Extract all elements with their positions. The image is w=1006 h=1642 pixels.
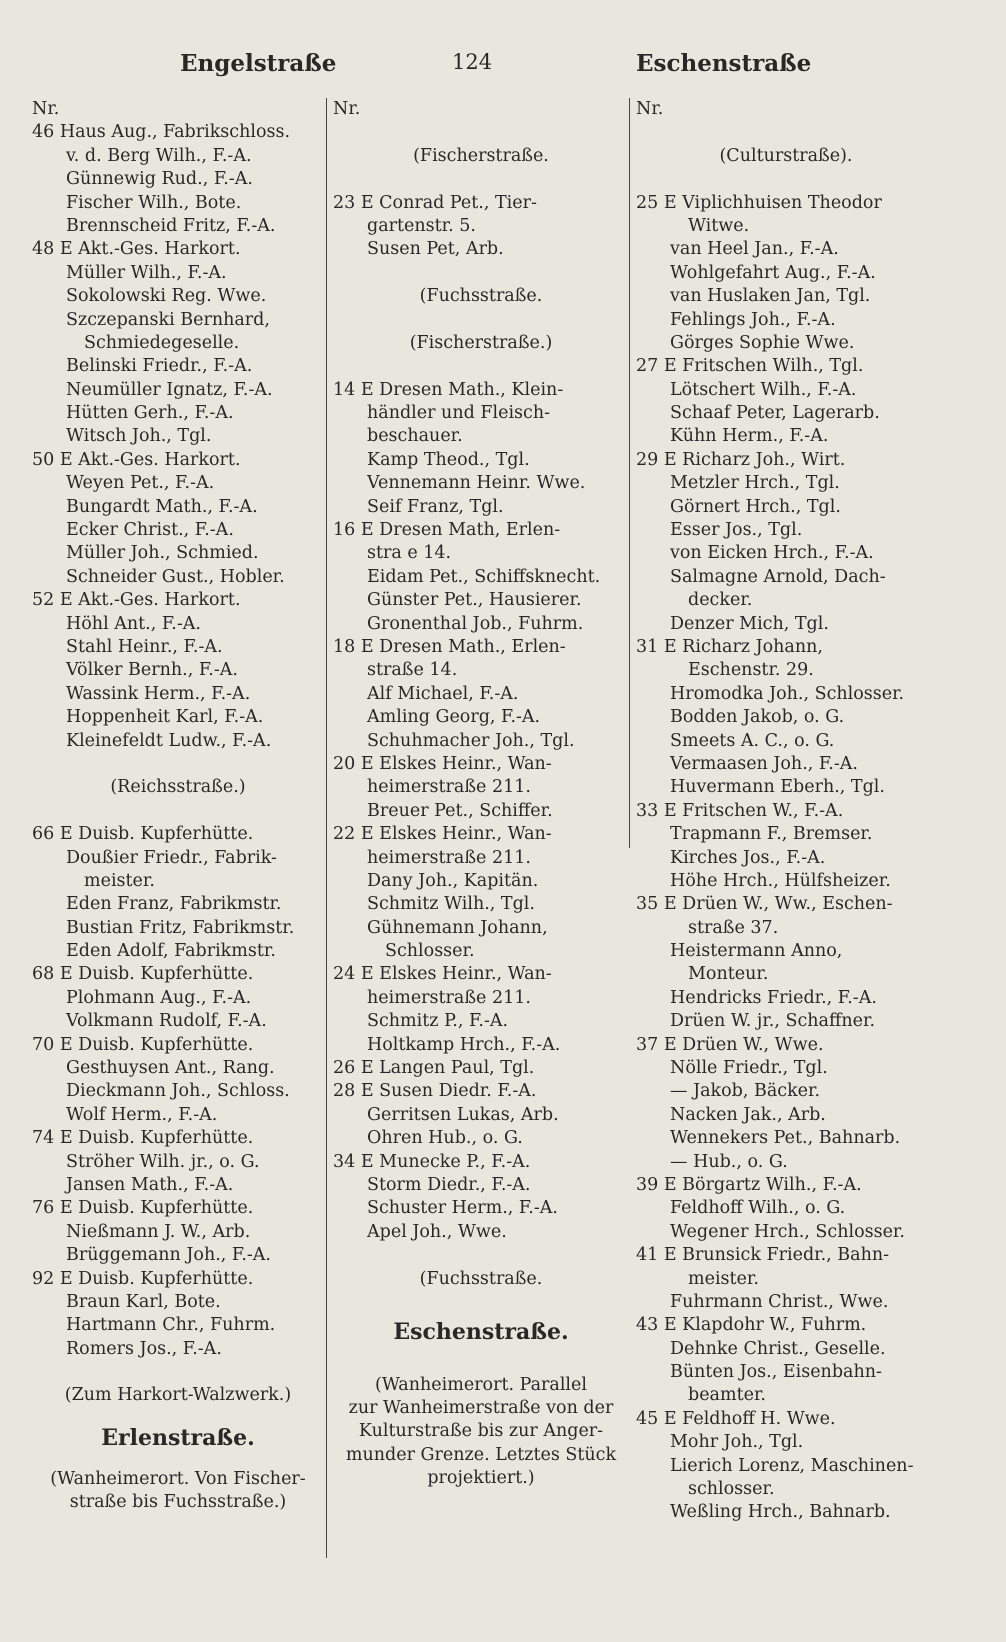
resident-entry: straße 14.: [367, 660, 458, 681]
resident-entry: Volkmann Rudolf, F.-A.: [66, 1011, 267, 1032]
continuation-line: Monteur.: [688, 964, 769, 985]
resident-entry: Höhl Ant., F.-A.: [66, 613, 201, 634]
house-number-entry: 76 E Duisb. Kupferhütte.: [32, 1198, 254, 1219]
house-number-entry: 18 E Dresen Math., Erlen-: [333, 636, 566, 657]
resident-entry: Stahl Heinr., F.-A.: [66, 636, 223, 657]
house-number-entry: 16 E Dresen Math, Erlen-: [333, 520, 561, 541]
column-3: [636, 98, 936, 1525]
resident-entry: beschauer.: [367, 426, 463, 447]
resident-entry: Günster Pet., Hausierer.: [367, 590, 582, 611]
section-note: projektiert.): [427, 1468, 535, 1489]
spacer: [333, 355, 629, 378]
street-heading: Eschenstraße.: [393, 1319, 569, 1346]
section-note: (Fischerstraße.: [413, 145, 549, 166]
resident-entry: Nacken Jak., Arb.: [670, 1104, 826, 1125]
resident-entry: Eden Franz, Fabrikmstr.: [66, 894, 282, 915]
house-number-entry: 22 E Elskes Heinr., Wan-: [333, 824, 552, 845]
house-number-entry: 48 E Akt.-Ges. Harkort.: [32, 239, 241, 260]
resident-entry: Vermaasen Joh., F.-A.: [670, 753, 858, 774]
resident-entry: Bustian Fritz, Fabrikmstr.: [66, 917, 295, 938]
nr-label: Nr.: [333, 99, 361, 119]
house-number-entry: 27 E Fritschen Wilh., Tgl.: [636, 356, 864, 377]
resident-entry: Schuster Herm., F.-A.: [367, 1198, 558, 1219]
resident-entry: heimerstraße 211.: [367, 777, 531, 798]
resident-entry: Brennscheid Fritz, F.-A.: [66, 215, 276, 236]
resident-entry: Smeets A. C., o. G.: [670, 730, 835, 751]
resident-entry: Hütten Gerh., F.-A.: [66, 403, 234, 424]
resident-entry: Wohlgefahrt Aug., F.-A.: [670, 262, 876, 283]
house-number-entry: 66 E Duisb. Kupferhütte.: [32, 824, 254, 845]
continuation-line: Schmiedegeselle.: [84, 332, 240, 353]
resident-entry: Fuhrmann Christ., Wwe.: [670, 1291, 889, 1312]
resident-entry: Drüen W. jr., Schaffner.: [670, 1011, 876, 1032]
house-number-entry: 24 E Elskes Heinr., Wan-: [333, 964, 552, 985]
continuation-line: beamter.: [688, 1385, 766, 1406]
spacer: [333, 1291, 629, 1314]
spacer: [32, 1361, 324, 1384]
resident-entry: Eden Adolf, Fabrikmstr.: [66, 941, 276, 962]
house-number-entry: 29 E Richarz Joh., Wirt.: [636, 449, 846, 470]
nr-label: Nr.: [636, 99, 664, 119]
section-note: (Reichsstraße.): [110, 777, 246, 798]
spacer: [636, 121, 936, 144]
house-number-entry: 26 E Langen Paul, Tgl.: [333, 1058, 535, 1079]
spacer: [333, 1350, 629, 1373]
house-number-entry: 33 E Fritschen W., F.-A.: [636, 800, 844, 821]
resident-entry: Mohr Joh., Tgl.: [670, 1432, 804, 1453]
resident-entry: Denzer Mich, Tgl.: [670, 613, 829, 634]
resident-entry: Fischer Wilh., Bote.: [66, 192, 242, 213]
resident-entry: Sokolowski Reg. Wwe.: [66, 286, 267, 307]
header-left-title: Engelstraße: [180, 50, 337, 77]
resident-entry: Wennekers Pet., Bahnarb.: [670, 1128, 901, 1149]
column-divider-2: [629, 98, 630, 848]
resident-entry: Kleinefeldt Ludw., F.-A.: [66, 730, 272, 751]
resident-entry: Schmitz Wilh., Tgl.: [367, 894, 535, 915]
house-number-entry: 68 E Duisb. Kupferhütte.: [32, 964, 254, 985]
resident-entry: Wolf Herm., F.-A.: [66, 1104, 218, 1125]
resident-entry: stra e 14.: [367, 543, 452, 564]
resident-entry: Görges Sophie Wwe.: [670, 332, 855, 353]
resident-entry: Hoppenheit Karl, F.-A.: [66, 707, 264, 728]
resident-entry: Wassink Herm., F.-A.: [66, 683, 251, 704]
house-number-entry: 14 E Dresen Math., Klein-: [333, 379, 564, 400]
spacer: [636, 168, 936, 191]
resident-entry: Nießmann J. W., Arb.: [66, 1221, 251, 1242]
resident-entry: Wegener Hrch., Schlosser.: [670, 1221, 905, 1242]
resident-entry: Kirches Jos., F.-A.: [670, 847, 826, 868]
resident-entry: Holtkamp Hrch., F.-A.: [367, 1034, 561, 1055]
spacer: [333, 121, 629, 144]
resident-entry: Schuhmacher Joh., Tgl.: [367, 730, 575, 751]
section-note: zur Wanheimerstraße von der: [348, 1398, 614, 1419]
resident-entry: Schmitz P., F.-A.: [367, 1011, 509, 1032]
house-number-entry: 45 E Feldhoff H. Wwe.: [636, 1408, 836, 1429]
resident-entry: Huvermann Eberh., Tgl.: [670, 777, 885, 798]
resident-entry: Neumüller Ignatz, F.-A.: [66, 379, 273, 400]
section-note: Kulturstraße bis zur Anger-: [358, 1421, 604, 1442]
resident-entry: Heistermann Anno,: [670, 941, 843, 962]
resident-entry: Szczepanski Bernhard,: [66, 309, 270, 330]
continuation-line: straße 37.: [688, 917, 779, 938]
resident-entry: Weßling Hrch., Bahnarb.: [670, 1502, 891, 1523]
resident-entry: Bodden Jakob, o. G.: [670, 707, 845, 728]
resident-entry: händler und Fleisch-: [367, 403, 551, 424]
spacer: [32, 800, 324, 823]
house-number-entry: 23 E Conrad Pet., Tier-: [333, 192, 537, 213]
resident-entry: Lierich Lorenz, Maschinen-: [670, 1455, 914, 1476]
column-1: [32, 98, 324, 1515]
resident-entry: van Huslaken Jan, Tgl.: [670, 286, 871, 307]
resident-entry: Eidam Pet., Schiffsknecht.: [367, 566, 601, 587]
column-divider-1: [326, 98, 327, 1558]
section-note: straße bis Fuchsstraße.): [69, 1492, 287, 1513]
resident-entry: Storm Diedr., F.-A.: [367, 1174, 531, 1195]
resident-entry: Dany Joh., Kapitän.: [367, 870, 539, 891]
resident-entry: Müller Joh., Schmied.: [66, 543, 259, 564]
house-number-entry: 92 E Duisb. Kupferhütte.: [32, 1268, 254, 1289]
section-note: (Fischerstraße.): [409, 332, 553, 353]
house-number-entry: 37 E Drüen W., Wwe.: [636, 1034, 824, 1055]
resident-entry: Feldhoff Wilh., o. G.: [670, 1198, 846, 1219]
resident-entry: Schaaf Peter, Lagerarb.: [670, 403, 880, 424]
resident-entry: Alf Michael, F.-A.: [367, 683, 519, 704]
resident-entry: Hartmann Chr., Fuhrm.: [66, 1315, 276, 1336]
resident-entry: gartenstr. 5.: [367, 215, 476, 236]
resident-entry: heimerstraße 211.: [367, 987, 531, 1008]
resident-entry: Müller Wilh., F.-A.: [66, 262, 227, 283]
resident-entry: Schneider Gust., Hobler.: [66, 566, 285, 587]
spacer: [333, 309, 629, 332]
resident-entry: Hromodka Joh., Schlosser.: [670, 683, 905, 704]
nr-label: Nr.: [32, 99, 60, 119]
resident-entry: Susen Pet, Arb.: [367, 239, 504, 260]
house-number-entry: 39 E Börgartz Wilh., F.-A.: [636, 1174, 862, 1195]
resident-entry: Vennemann Heinr. Wwe.: [367, 473, 586, 494]
column-2: [333, 98, 629, 1491]
resident-entry: Belinski Friedr., F.-A.: [66, 356, 253, 377]
resident-entry: Gronenthal Job., Fuhrm.: [367, 613, 584, 634]
resident-entry: — Jakob, Bäcker.: [670, 1081, 821, 1102]
resident-entry: Braun Karl, Bote.: [66, 1291, 221, 1312]
spacer: [32, 1456, 324, 1468]
house-number-entry: 34 E Munecke P., F.-A.: [333, 1151, 531, 1172]
resident-entry: Esser Jos., Tgl.: [670, 520, 803, 541]
resident-entry: Salmagne Arnold, Dach-: [670, 566, 886, 587]
continuation-line: schlosser.: [688, 1479, 775, 1500]
resident-entry: Bungardt Math., F.-A.: [66, 496, 258, 517]
spacer: [32, 1408, 324, 1420]
resident-entry: Günnewig Rud., F.-A.: [66, 169, 253, 190]
house-number-entry: 43 E Klapdohr W., Fuhrm.: [636, 1315, 867, 1336]
resident-entry: Gerritsen Lukas, Arb.: [367, 1104, 559, 1125]
section-note: (Fuchsstraße.: [419, 286, 543, 307]
resident-entry: Dieckmann Joh., Schloss.: [66, 1081, 290, 1102]
continuation-line: meister.: [84, 870, 155, 891]
house-number-entry: 52 E Akt.-Ges. Harkort.: [32, 590, 241, 611]
resident-entry: Gühnemann Johann,: [367, 917, 548, 938]
resident-entry: Brüggemann Joh., F.-A.: [66, 1245, 271, 1266]
resident-entry: Kühn Herm., F.-A.: [670, 426, 829, 447]
house-number-entry: 74 E Duisb. Kupferhütte.: [32, 1128, 254, 1149]
house-number-entry: 41 E Brunsick Friedr., Bahn-: [636, 1245, 890, 1266]
spacer: [32, 753, 324, 776]
continuation-line: Witwe.: [688, 215, 750, 236]
resident-entry: Trapmann F., Bremser.: [670, 824, 873, 845]
resident-entry: Bünten Jos., Eisenbahn-: [670, 1362, 882, 1383]
resident-entry: Fehlings Joh., F.-A.: [670, 309, 836, 330]
resident-entry: — Hub., o. G.: [670, 1151, 788, 1172]
resident-entry: Breuer Pet., Schiffer.: [367, 800, 553, 821]
resident-entry: Ecker Christ., F.-A.: [66, 520, 234, 541]
page-header: [0, 50, 1006, 82]
section-note: (Wanheimerort. Von Fischer-: [50, 1468, 306, 1489]
resident-entry: Kamp Theod., Tgl.: [367, 449, 530, 470]
house-number-entry: 35 E Drüen W., Ww., Eschen-: [636, 894, 893, 915]
resident-entry: Gesthuysen Ant., Rang.: [66, 1058, 275, 1079]
house-number-entry: 20 E Elskes Heinr., Wan-: [333, 753, 552, 774]
resident-entry: Jansen Math., F.-A.: [66, 1174, 234, 1195]
spacer: [333, 1244, 629, 1267]
resident-entry: Dehnke Christ., Geselle.: [670, 1338, 886, 1359]
house-number-entry: 46 Haus Aug., Fabrikschloss.: [32, 122, 291, 143]
section-note: (Wanheimerort. Parallel: [375, 1374, 587, 1395]
resident-entry: Weyen Pet., F.-A.: [66, 473, 215, 494]
resident-entry: von Eicken Hrch., F.-A.: [670, 543, 874, 564]
resident-entry: Apel Joh., Wwe.: [367, 1221, 507, 1242]
resident-entry: v. d. Berg Wilh., F.-A.: [66, 145, 252, 166]
resident-entry: Witsch Joh., Tgl.: [66, 426, 212, 447]
resident-entry: Hendricks Friedr., F.-A.: [670, 987, 877, 1008]
header-right-title: Eschenstraße: [636, 50, 812, 77]
resident-entry: Völker Bernh., F.-A.: [66, 660, 238, 681]
spacer: [333, 262, 629, 285]
house-number-entry: 31 E Richarz Johann,: [636, 636, 823, 657]
section-note: (Fuchsstraße.: [419, 1268, 543, 1289]
resident-entry: Höhe Hrch., Hülfsheizer.: [670, 870, 891, 891]
section-note: (Zum Harkort-Walzwerk.): [64, 1385, 292, 1406]
continuation-line: meister.: [688, 1268, 759, 1289]
house-number-entry: 50 E Akt.-Ges. Harkort.: [32, 449, 241, 470]
resident-entry: Nölle Friedr., Tgl.: [670, 1058, 828, 1079]
street-heading: Erlenstraße.: [101, 1424, 255, 1451]
resident-entry: Lötschert Wilh., F.-A.: [670, 379, 857, 400]
resident-entry: Metzler Hrch., Tgl.: [670, 473, 840, 494]
resident-entry: heimerstraße 211.: [367, 847, 531, 868]
house-number-entry: 25 E Viplichhuisen Theodor: [636, 192, 882, 213]
resident-entry: Ströher Wilh. jr., o. G.: [66, 1151, 260, 1172]
resident-entry: van Heel Jan., F.-A.: [670, 239, 839, 260]
continuation-line: Schlosser.: [385, 941, 475, 962]
page-number: 124: [452, 50, 493, 74]
resident-entry: Görnert Hrch., Tgl.: [670, 496, 841, 517]
resident-entry: Plohmann Aug., F.-A.: [66, 987, 252, 1008]
resident-entry: Amling Georg, F.-A.: [367, 707, 541, 728]
resident-entry: Ohren Hub., o. G.: [367, 1128, 523, 1149]
spacer: [333, 168, 629, 191]
house-number-entry: 70 E Duisb. Kupferhütte.: [32, 1034, 254, 1055]
section-note: munder Grenze. Letztes Stück: [345, 1444, 617, 1465]
continuation-line: Eschenstr. 29.: [688, 660, 814, 681]
resident-entry: Seif Franz, Tgl.: [367, 496, 504, 517]
resident-entry: Doußier Friedr., Fabrik-: [66, 847, 277, 868]
continuation-line: decker.: [688, 590, 753, 611]
section-note: (Culturstraße).: [719, 145, 853, 166]
house-number-entry: 28 E Susen Diedr. F.-A.: [333, 1081, 537, 1102]
resident-entry: Romers Jos., F.-A.: [66, 1338, 222, 1359]
